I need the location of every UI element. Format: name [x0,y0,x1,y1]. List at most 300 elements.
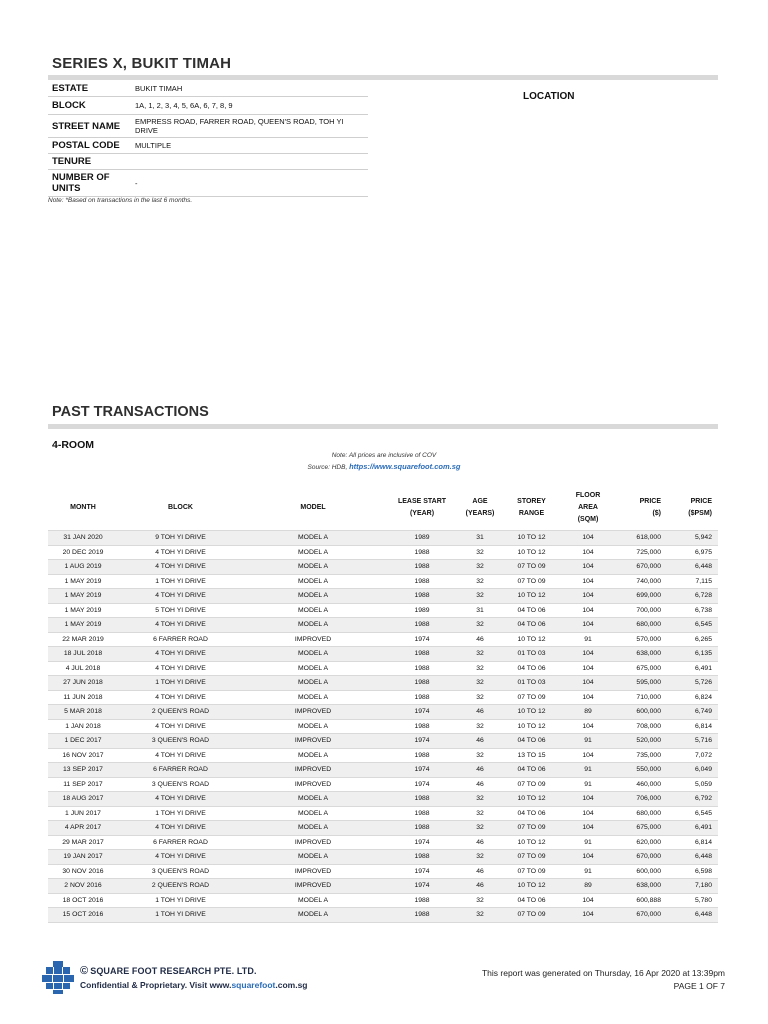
cell-storey-range: 07 TO 09 [499,574,564,589]
cell-price: 675,000 [612,661,667,676]
cell-month: 1 MAY 2019 [48,603,118,618]
cell-storey-range: 07 TO 09 [499,821,564,836]
cell-block: 4 TOH YI DRIVE [118,545,243,560]
cell-lease-start: 1988 [383,545,461,560]
cell-price-psm: 6,545 [667,618,718,633]
cell-floor-area: 91 [564,632,612,647]
cell-lease-start: 1988 [383,589,461,604]
cell-age: 46 [461,835,499,850]
table-row [48,719,718,734]
cell-lease-start: 1974 [383,864,461,879]
cell-floor-area: 104 [564,618,612,633]
cell-price-psm: 7,115 [667,574,718,589]
cell-block: 3 QUEEN'S ROAD [118,777,243,792]
cell-floor-area: 104 [564,792,612,807]
cell-storey-range: 04 TO 06 [499,661,564,676]
table-row [48,589,718,604]
cell-block: 1 TOH YI DRIVE [118,574,243,589]
cell-month: 5 MAR 2018 [48,705,118,720]
cell-lease-start: 1988 [383,792,461,807]
cell-price-psm: 6,491 [667,661,718,676]
cell-floor-area: 91 [564,835,612,850]
cell-price: 670,000 [612,908,667,923]
report-generated-text: This report was generated on Thursday, 16 Apr 2020 at 13:39pm [481,968,725,978]
cell-lease-start: 1974 [383,734,461,749]
cell-price: 600,888 [612,893,667,908]
table-row [48,531,718,546]
cell-price: 600,000 [612,864,667,879]
cell-price-psm: 6,265 [667,632,718,647]
cell-lease-start: 1974 [383,632,461,647]
table-row [48,734,718,749]
cell-age: 32 [461,661,499,676]
cell-block: 2 QUEEN'S ROAD [118,705,243,720]
column-header-age: AGE (YEARS) [465,498,495,517]
title-divider [48,75,718,80]
table-row [48,632,718,647]
cell-price: 570,000 [612,632,667,647]
table-row [48,763,718,778]
cell-model: MODEL A [243,545,383,560]
cell-model: IMPROVED [243,864,383,879]
cell-price-psm: 5,780 [667,893,718,908]
cell-model: MODEL A [243,676,383,691]
cell-block: 4 TOH YI DRIVE [118,748,243,763]
cell-model: MODEL A [243,560,383,575]
cell-lease-start: 1989 [383,531,461,546]
source-note [0,462,768,471]
table-row [48,560,718,575]
table-row [48,647,718,662]
cell-price-psm: 6,049 [667,763,718,778]
cell-month: 30 NOV 2016 [48,864,118,879]
cell-age: 32 [461,676,499,691]
cell-month: 13 SEP 2017 [48,763,118,778]
cell-price-psm: 7,180 [667,879,718,894]
column-header-month: MONTH [70,504,96,511]
cell-month: 27 JUN 2018 [48,676,118,691]
cell-floor-area: 104 [564,545,612,560]
cell-model: MODEL A [243,574,383,589]
property-info-label: NUMBER OF UNITS [48,170,131,197]
cell-price-psm: 6,545 [667,806,718,821]
cell-floor-area: 104 [564,690,612,705]
cell-floor-area: 104 [564,806,612,821]
cell-model: MODEL A [243,748,383,763]
cell-floor-area: 104 [564,908,612,923]
section-divider [48,424,718,429]
cell-month: 16 NOV 2017 [48,748,118,763]
cell-age: 32 [461,719,499,734]
cell-model: IMPROVED [243,763,383,778]
cell-lease-start: 1988 [383,821,461,836]
cell-price-psm: 6,448 [667,908,718,923]
cell-price: 675,000 [612,821,667,836]
cell-floor-area: 89 [564,879,612,894]
table-row [48,908,718,923]
cell-price: 725,000 [612,545,667,560]
cell-storey-range: 07 TO 09 [499,850,564,865]
cell-model: MODEL A [243,806,383,821]
cell-month: 2 NOV 2016 [48,879,118,894]
cell-month: 18 AUG 2017 [48,792,118,807]
company-name: © SQUARE FOOT RESEARCH PTE. LTD. [80,965,257,977]
cell-price-psm: 6,598 [667,864,718,879]
property-info-value: EMPRESS ROAD, FARRER ROAD, QUEEN'S ROAD, TOH YI DRIVE [131,115,368,138]
table-row [48,893,718,908]
cell-month: 1 MAY 2019 [48,589,118,604]
cell-floor-area: 104 [564,603,612,618]
cell-lease-start: 1988 [383,690,461,705]
table-row [48,748,718,763]
cell-price-psm: 5,942 [667,531,718,546]
cell-month: 1 AUG 2019 [48,560,118,575]
cell-price-psm: 6,814 [667,835,718,850]
cell-floor-area: 104 [564,893,612,908]
cell-floor-area: 104 [564,719,612,734]
cell-month: 1 JAN 2018 [48,719,118,734]
cell-block: 3 QUEEN'S ROAD [118,734,243,749]
property-info-row [48,154,368,170]
cell-storey-range: 07 TO 09 [499,690,564,705]
cell-model: MODEL A [243,908,383,923]
cell-price-psm: 6,728 [667,589,718,604]
cell-lease-start: 1988 [383,647,461,662]
cell-price-psm: 6,749 [667,705,718,720]
table-row [48,705,718,720]
cell-storey-range: 07 TO 09 [499,908,564,923]
cell-month: 19 JAN 2017 [48,850,118,865]
column-header-price: PRICE ($) [639,498,661,517]
cell-block: 4 TOH YI DRIVE [118,792,243,807]
cell-age: 32 [461,589,499,604]
column-header-price-psm: PRICE ($PSM) [688,498,712,517]
cell-price-psm: 6,491 [667,821,718,836]
cell-floor-area: 104 [564,748,612,763]
cell-floor-area: 104 [564,676,612,691]
cell-storey-range: 04 TO 06 [499,893,564,908]
property-note: Note: *Based on transactions in the last 6 months. [48,197,193,204]
cell-block: 3 QUEEN'S ROAD [118,864,243,879]
cell-month: 1 DEC 2017 [48,734,118,749]
cell-price: 638,000 [612,647,667,662]
property-info-value: - [131,170,368,197]
cell-lease-start: 1974 [383,777,461,792]
cell-floor-area: 91 [564,777,612,792]
property-info-label: STREET NAME [48,115,131,138]
cell-block: 4 TOH YI DRIVE [118,647,243,662]
cell-floor-area: 104 [564,821,612,836]
subsection-title-room-type: 4-ROOM [52,439,94,451]
property-info-row [48,170,368,197]
column-header-storey-range: STOREY RANGE [517,498,546,517]
cell-model: IMPROVED [243,777,383,792]
cell-storey-range: 10 TO 12 [499,879,564,894]
cell-month: 18 JUL 2018 [48,647,118,662]
cell-age: 32 [461,806,499,821]
cell-storey-range: 10 TO 12 [499,531,564,546]
cell-month: 18 OCT 2016 [48,893,118,908]
property-info-value: BUKIT TIMAH [131,81,368,97]
cell-age: 32 [461,690,499,705]
cell-age: 46 [461,864,499,879]
cell-storey-range: 07 TO 09 [499,777,564,792]
cell-storey-range: 04 TO 06 [499,734,564,749]
cell-block: 4 TOH YI DRIVE [118,661,243,676]
cell-lease-start: 1988 [383,748,461,763]
cell-model: MODEL A [243,792,383,807]
cell-lease-start: 1988 [383,661,461,676]
cell-block: 4 TOH YI DRIVE [118,560,243,575]
cell-age: 32 [461,574,499,589]
cell-block: 6 FARRER ROAD [118,632,243,647]
property-info-table [48,81,368,197]
cell-price-psm: 5,726 [667,676,718,691]
cell-age: 46 [461,763,499,778]
cell-floor-area: 91 [564,734,612,749]
copyright-mark: © [80,965,89,977]
cell-model: MODEL A [243,690,383,705]
cell-storey-range: 04 TO 06 [499,618,564,633]
cell-price: 680,000 [612,806,667,821]
cell-price: 700,000 [612,603,667,618]
table-row [48,676,718,691]
cell-floor-area: 104 [564,850,612,865]
globe-grid-logo-icon [41,959,75,995]
cell-age: 32 [461,908,499,923]
location-label: LOCATION [523,91,575,102]
price-note: Note: All prices are inclusive of COV [331,452,437,459]
property-info-value: 1A, 1, 2, 3, 4, 5, 6A, 6, 7, 8, 9 [131,97,368,115]
cell-month: 31 JAN 2020 [48,531,118,546]
cell-block: 4 TOH YI DRIVE [118,618,243,633]
property-info-label: ESTATE [48,81,131,97]
cell-price-psm: 6,824 [667,690,718,705]
cell-month: 4 APR 2017 [48,821,118,836]
cell-price-psm: 6,814 [667,719,718,734]
cell-lease-start: 1988 [383,893,461,908]
cell-storey-range: 10 TO 12 [499,545,564,560]
cell-price: 699,000 [612,589,667,604]
cell-block: 2 QUEEN'S ROAD [118,879,243,894]
cell-price: 638,000 [612,879,667,894]
cell-floor-area: 104 [564,589,612,604]
property-info-label: BLOCK [48,97,131,115]
cell-month: 11 SEP 2017 [48,777,118,792]
cell-model: MODEL A [243,893,383,908]
cell-price: 710,000 [612,690,667,705]
cell-month: 4 JUL 2018 [48,661,118,676]
cell-price: 670,000 [612,560,667,575]
cell-model: MODEL A [243,531,383,546]
cell-age: 32 [461,893,499,908]
cell-floor-area: 104 [564,574,612,589]
table-row [48,690,718,705]
cell-floor-area: 89 [564,705,612,720]
cell-storey-range: 13 TO 15 [499,748,564,763]
property-info-row [48,138,368,154]
cell-storey-range: 10 TO 12 [499,792,564,807]
property-info-label: POSTAL CODE [48,138,131,154]
cell-lease-start: 1974 [383,879,461,894]
cell-model: MODEL A [243,589,383,604]
cell-model: MODEL A [243,850,383,865]
cell-month: 29 MAR 2017 [48,835,118,850]
cell-month: 1 JUN 2017 [48,806,118,821]
cell-lease-start: 1988 [383,908,461,923]
cell-price: 708,000 [612,719,667,734]
cell-model: IMPROVED [243,632,383,647]
cell-model: MODEL A [243,821,383,836]
page-title: SERIES X, BUKIT TIMAH [52,55,232,72]
cell-lease-start: 1988 [383,618,461,633]
cell-age: 32 [461,748,499,763]
table-row [48,850,718,865]
cell-block: 6 FARRER ROAD [118,835,243,850]
cell-price-psm: 6,448 [667,560,718,575]
cell-age: 31 [461,603,499,618]
column-header-model: MODEL [300,504,326,511]
cell-age: 32 [461,647,499,662]
cell-month: 1 MAY 2019 [48,574,118,589]
cell-model: IMPROVED [243,705,383,720]
table-row [48,806,718,821]
cell-lease-start: 1974 [383,763,461,778]
cell-floor-area: 104 [564,647,612,662]
cell-age: 32 [461,850,499,865]
cell-price-psm: 7,072 [667,748,718,763]
property-info-label: TENURE [48,154,131,170]
cell-storey-range: 10 TO 12 [499,632,564,647]
cell-price: 740,000 [612,574,667,589]
cell-block: 1 TOH YI DRIVE [118,908,243,923]
cell-age: 46 [461,734,499,749]
cell-lease-start: 1988 [383,850,461,865]
cell-age: 32 [461,560,499,575]
property-info-value: MULTIPLE [131,138,368,154]
cell-model: MODEL A [243,647,383,662]
cell-price-psm: 5,716 [667,734,718,749]
cell-floor-area: 91 [564,864,612,879]
cell-lease-start: 1989 [383,603,461,618]
cell-floor-area: 104 [564,531,612,546]
cell-lease-start: 1974 [383,705,461,720]
cell-model: IMPROVED [243,734,383,749]
cell-storey-range: 04 TO 06 [499,806,564,821]
cell-month: 1 MAY 2019 [48,618,118,633]
website-accent[interactable]: squarefoot [231,980,276,990]
cell-price: 600,000 [612,705,667,720]
cell-block: 4 TOH YI DRIVE [118,690,243,705]
source-prefix: Source: HDB, [307,464,350,471]
cell-storey-range: 10 TO 12 [499,705,564,720]
cell-age: 32 [461,821,499,836]
cell-lease-start: 1988 [383,560,461,575]
cell-block: 4 TOH YI DRIVE [118,719,243,734]
cell-storey-range: 07 TO 09 [499,864,564,879]
confidential-notice: Confidential & Proprietary. Visit www.squarefoot.com.sg [80,980,308,990]
table-header-row [48,486,718,531]
cell-price: 460,000 [612,777,667,792]
cell-block: 1 TOH YI DRIVE [118,893,243,908]
cell-model: IMPROVED [243,879,383,894]
property-info-row [48,97,368,115]
cell-age: 46 [461,705,499,720]
cell-block: 1 TOH YI DRIVE [118,806,243,821]
column-header-lease-start: LEASE START (YEAR) [397,498,447,517]
cell-age: 32 [461,618,499,633]
cell-month: 11 JUN 2018 [48,690,118,705]
source-link[interactable]: https://www.squarefoot.com.sg [349,462,461,471]
cell-price: 618,000 [612,531,667,546]
table-row [48,864,718,879]
cell-price-psm: 6,448 [667,850,718,865]
cell-model: MODEL A [243,618,383,633]
cell-age: 31 [461,531,499,546]
cell-price-psm: 6,135 [667,647,718,662]
cell-lease-start: 1988 [383,676,461,691]
cell-block: 4 TOH YI DRIVE [118,589,243,604]
cell-block: 4 TOH YI DRIVE [118,850,243,865]
cell-block: 6 FARRER ROAD [118,763,243,778]
cell-price: 520,000 [612,734,667,749]
cell-block: 9 TOH YI DRIVE [118,531,243,546]
table-row [48,574,718,589]
cell-floor-area: 104 [564,560,612,575]
cell-lease-start: 1988 [383,719,461,734]
cell-block: 4 TOH YI DRIVE [118,821,243,836]
cell-age: 46 [461,777,499,792]
transactions-table [48,486,718,923]
cell-age: 32 [461,792,499,807]
page-number: PAGE 1 OF 7 [673,981,725,991]
cell-month: 15 OCT 2016 [48,908,118,923]
cell-model: IMPROVED [243,835,383,850]
table-row [48,661,718,676]
table-row [48,835,718,850]
column-header-block: BLOCK [168,504,193,511]
cell-storey-range: 10 TO 12 [499,719,564,734]
cell-block: 1 TOH YI DRIVE [118,676,243,691]
table-row [48,603,718,618]
cell-storey-range: 10 TO 12 [499,589,564,604]
cell-floor-area: 91 [564,763,612,778]
cell-price: 670,000 [612,850,667,865]
table-row [48,792,718,807]
property-info-row [48,81,368,97]
cell-storey-range: 01 TO 03 [499,647,564,662]
cell-storey-range: 04 TO 06 [499,603,564,618]
table-row [48,545,718,560]
table-row [48,618,718,633]
section-title-past-transactions: PAST TRANSACTIONS [52,404,209,420]
cell-price-psm: 6,792 [667,792,718,807]
cell-model: MODEL A [243,719,383,734]
cell-price-psm: 5,059 [667,777,718,792]
cell-lease-start: 1974 [383,835,461,850]
cell-model: MODEL A [243,661,383,676]
cell-age: 46 [461,879,499,894]
cell-price: 595,000 [612,676,667,691]
cell-price: 706,000 [612,792,667,807]
property-info-value [131,154,368,170]
cell-price: 680,000 [612,618,667,633]
cell-storey-range: 07 TO 09 [499,560,564,575]
column-header-floor-area: FLOOR AREA (SQM) [575,492,601,523]
cell-age: 32 [461,545,499,560]
cell-storey-range: 01 TO 03 [499,676,564,691]
cell-price: 620,000 [612,835,667,850]
